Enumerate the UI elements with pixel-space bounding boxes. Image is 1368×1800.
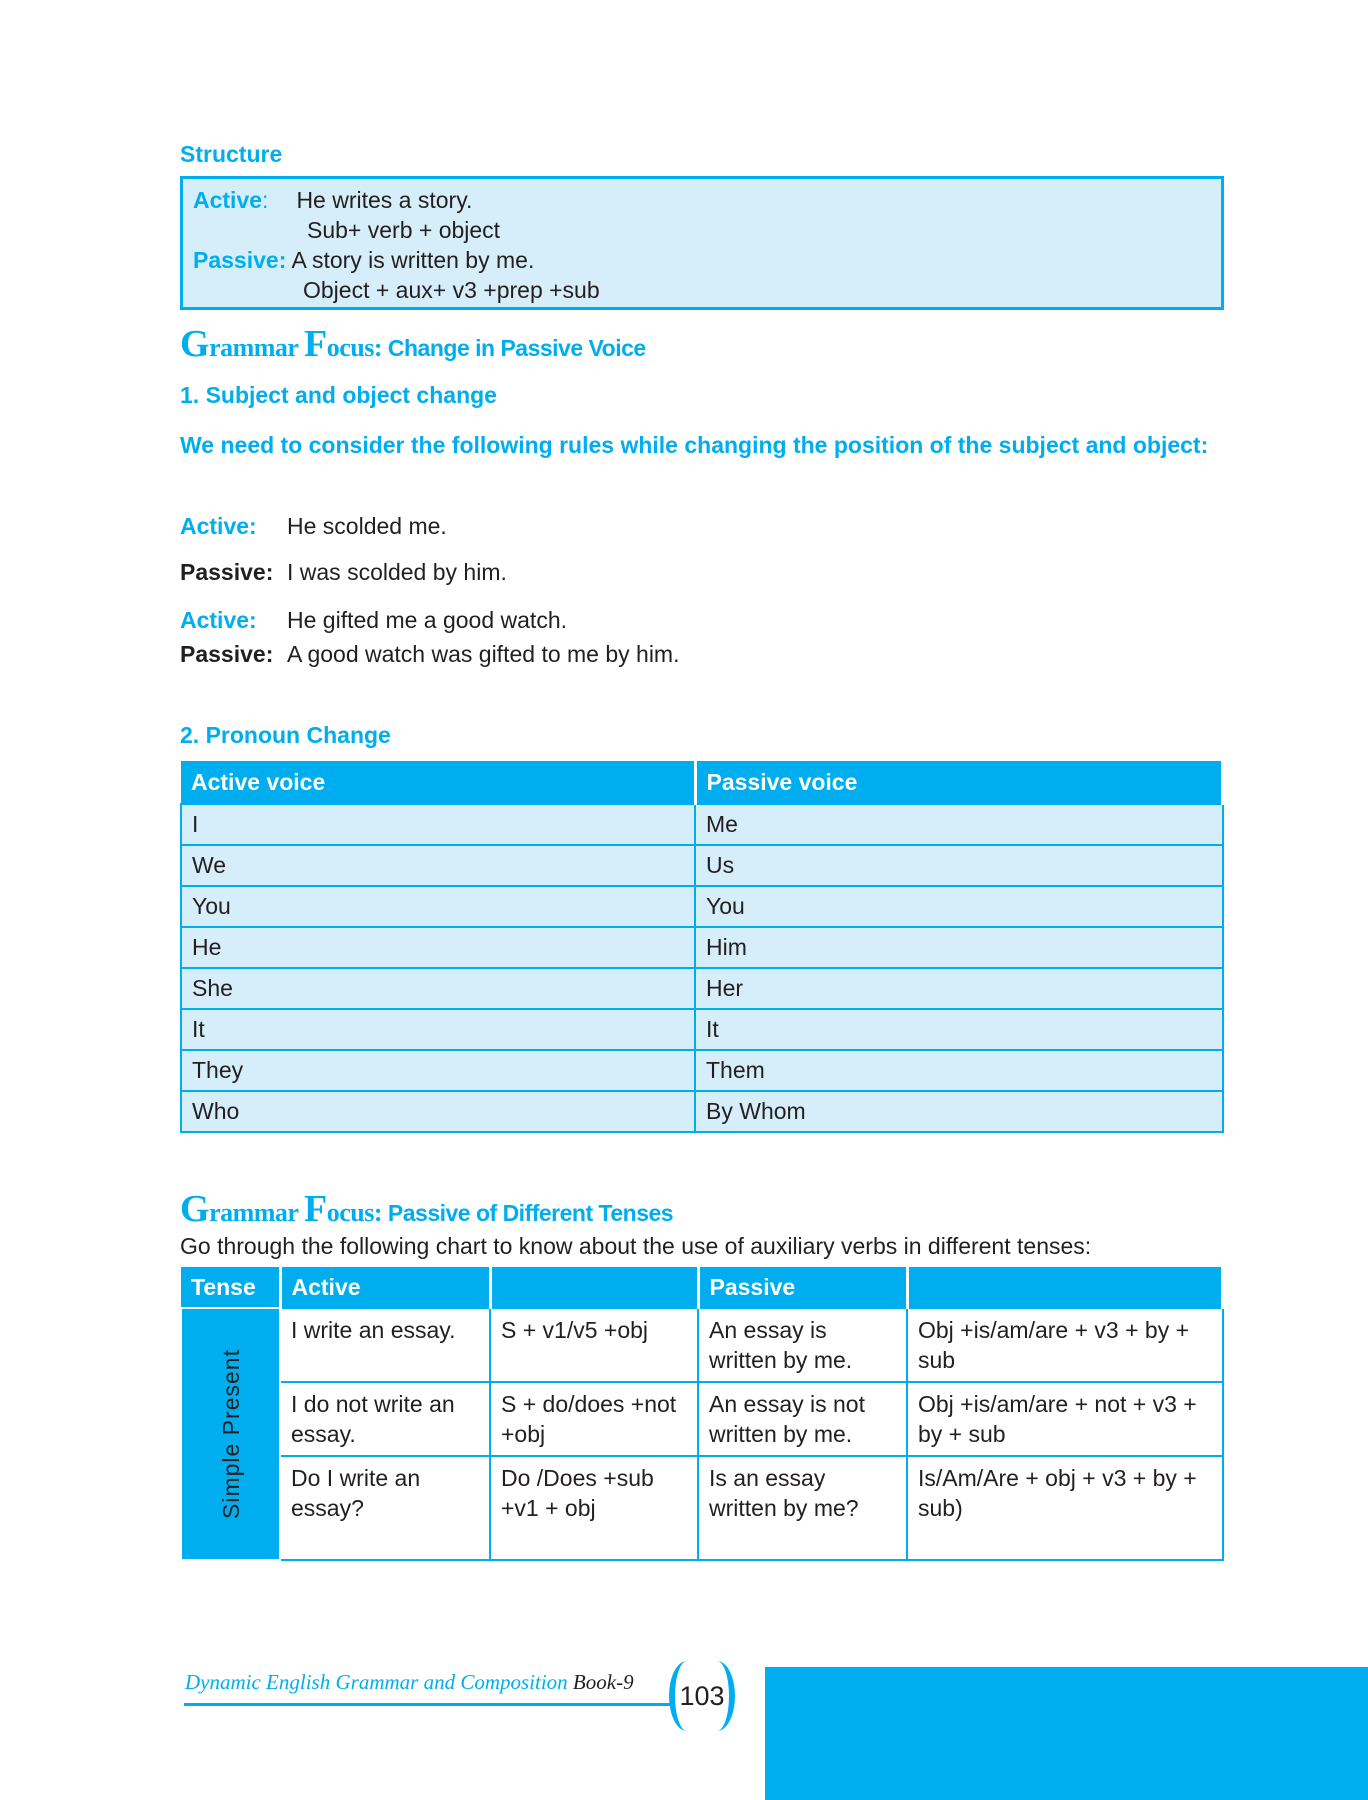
table-row bbox=[181, 968, 1223, 1009]
pronoun-table bbox=[180, 761, 1224, 1133]
example-label: Passive: bbox=[180, 559, 274, 585]
table-cell: Is/Am/Are + obj + v3 + by + sub) bbox=[907, 1456, 1223, 1560]
header-blank bbox=[490, 1267, 698, 1308]
table-row bbox=[181, 1009, 1223, 1050]
passive-cell: Them bbox=[695, 1050, 1223, 1091]
header-active: Active bbox=[280, 1267, 490, 1308]
active-formula: Sub+ verb + object bbox=[307, 217, 501, 243]
active-label: Active bbox=[193, 187, 263, 213]
table-cell: S + v1/v5 +obj bbox=[490, 1308, 698, 1382]
table-row bbox=[181, 845, 1223, 886]
table-cell: Do /Does +sub +v1 + obj bbox=[490, 1456, 698, 1560]
colon: : bbox=[262, 187, 269, 213]
active-cell: They bbox=[181, 1050, 695, 1091]
active-sentence: He writes a story. bbox=[296, 187, 473, 213]
passive-cell: By Whom bbox=[695, 1091, 1223, 1132]
drop-f: F bbox=[304, 323, 327, 365]
active-cell: I bbox=[181, 804, 695, 845]
table-cell: Obj +is/am/are + not + v3 + by + sub bbox=[907, 1382, 1223, 1456]
footer-title bbox=[185, 1670, 634, 1695]
example-text: A good watch was gifted to me by him. bbox=[287, 641, 680, 667]
passive-cell: It bbox=[695, 1009, 1223, 1050]
grammar-focus-heading-2 bbox=[180, 1187, 673, 1231]
table-row bbox=[181, 1091, 1223, 1132]
structure-box bbox=[180, 176, 1224, 310]
table-row bbox=[181, 1456, 1223, 1560]
passive-label: Passive: bbox=[193, 247, 287, 273]
grammar-focus-heading-1 bbox=[180, 322, 646, 366]
active-cell: He bbox=[181, 927, 695, 968]
table-cell: I write an essay. bbox=[280, 1308, 490, 1382]
footer-color-block bbox=[765, 1667, 1368, 1800]
active-cell: Who bbox=[181, 1091, 695, 1132]
passive-cell: Her bbox=[695, 968, 1223, 1009]
drop-g: G bbox=[180, 323, 210, 365]
example-row bbox=[180, 513, 447, 540]
page-number: 103 bbox=[669, 1661, 735, 1731]
example-label: Active: bbox=[180, 607, 257, 633]
header-tense: Tense bbox=[181, 1267, 280, 1308]
header-active: Active voice bbox=[181, 761, 695, 804]
passive-cell: Him bbox=[695, 927, 1223, 968]
passive-cell: You bbox=[695, 886, 1223, 927]
example-text: He scolded me. bbox=[287, 513, 447, 539]
example-label: Passive: bbox=[180, 641, 274, 667]
drop-g: G bbox=[180, 1188, 210, 1230]
example-row bbox=[180, 559, 507, 586]
passive-formula: Object + aux+ v3 +prep +sub bbox=[303, 277, 600, 303]
example-label: Active: bbox=[180, 513, 257, 539]
footer-rule bbox=[184, 1703, 674, 1706]
table-cell: An essay is written by me. bbox=[698, 1308, 907, 1382]
header-passive: Passive voice bbox=[695, 761, 1223, 804]
focus-title: Passive of Different Tenses bbox=[382, 1200, 674, 1226]
table-cell: S + do/does +not +obj bbox=[490, 1382, 698, 1456]
example-row bbox=[180, 641, 679, 668]
tense-label: Simple Present bbox=[217, 1349, 244, 1519]
book-title: Dynamic English Grammar and Composition bbox=[185, 1670, 568, 1694]
example-row bbox=[180, 607, 567, 634]
table-cell: Do I write an essay? bbox=[280, 1456, 490, 1560]
word: ocus: bbox=[326, 333, 382, 362]
structure-heading: Structure bbox=[180, 141, 283, 167]
focus2-intro: Go through the following chart to know about the use of auxiliary verbs in different tenses: bbox=[180, 1233, 1092, 1259]
section2-heading: 2. Pronoun Change bbox=[180, 722, 391, 748]
table-row bbox=[181, 1050, 1223, 1091]
active-cell: You bbox=[181, 886, 695, 927]
tense-table bbox=[180, 1267, 1224, 1561]
section1-heading: 1. Subject and object change bbox=[180, 382, 497, 408]
table-cell: An essay is not written by me. bbox=[698, 1382, 907, 1456]
example-text: I was scolded by him. bbox=[287, 559, 507, 585]
header-blank bbox=[907, 1267, 1223, 1308]
table-cell: Obj +is/am/are + v3 + by + sub bbox=[907, 1308, 1223, 1382]
table-row bbox=[181, 927, 1223, 968]
drop-f: F bbox=[304, 1188, 327, 1230]
table-row bbox=[181, 1308, 1223, 1382]
book-number: Book-9 bbox=[572, 1670, 634, 1694]
focus-title: Change in Passive Voice bbox=[382, 335, 646, 361]
table-row bbox=[181, 1382, 1223, 1456]
passive-sentence: A story is written by me. bbox=[291, 247, 535, 273]
word: rammar bbox=[209, 333, 304, 362]
table-cell: Is an essay written by me? bbox=[698, 1456, 907, 1560]
word: ocus: bbox=[326, 1198, 382, 1227]
passive-cell: Us bbox=[695, 845, 1223, 886]
word: rammar bbox=[209, 1198, 304, 1227]
section1-rule: We need to consider the following rules while changing the position of the subject and object: bbox=[180, 432, 1209, 458]
active-cell: We bbox=[181, 845, 695, 886]
example-text: He gifted me a good watch. bbox=[287, 607, 567, 633]
passive-cell: Me bbox=[695, 804, 1223, 845]
active-cell: It bbox=[181, 1009, 695, 1050]
table-row bbox=[181, 886, 1223, 927]
table-row bbox=[181, 804, 1223, 845]
tense-cell bbox=[181, 1308, 280, 1560]
active-cell: She bbox=[181, 968, 695, 1009]
header-passive: Passive bbox=[698, 1267, 907, 1308]
table-cell: I do not write an essay. bbox=[280, 1382, 490, 1456]
